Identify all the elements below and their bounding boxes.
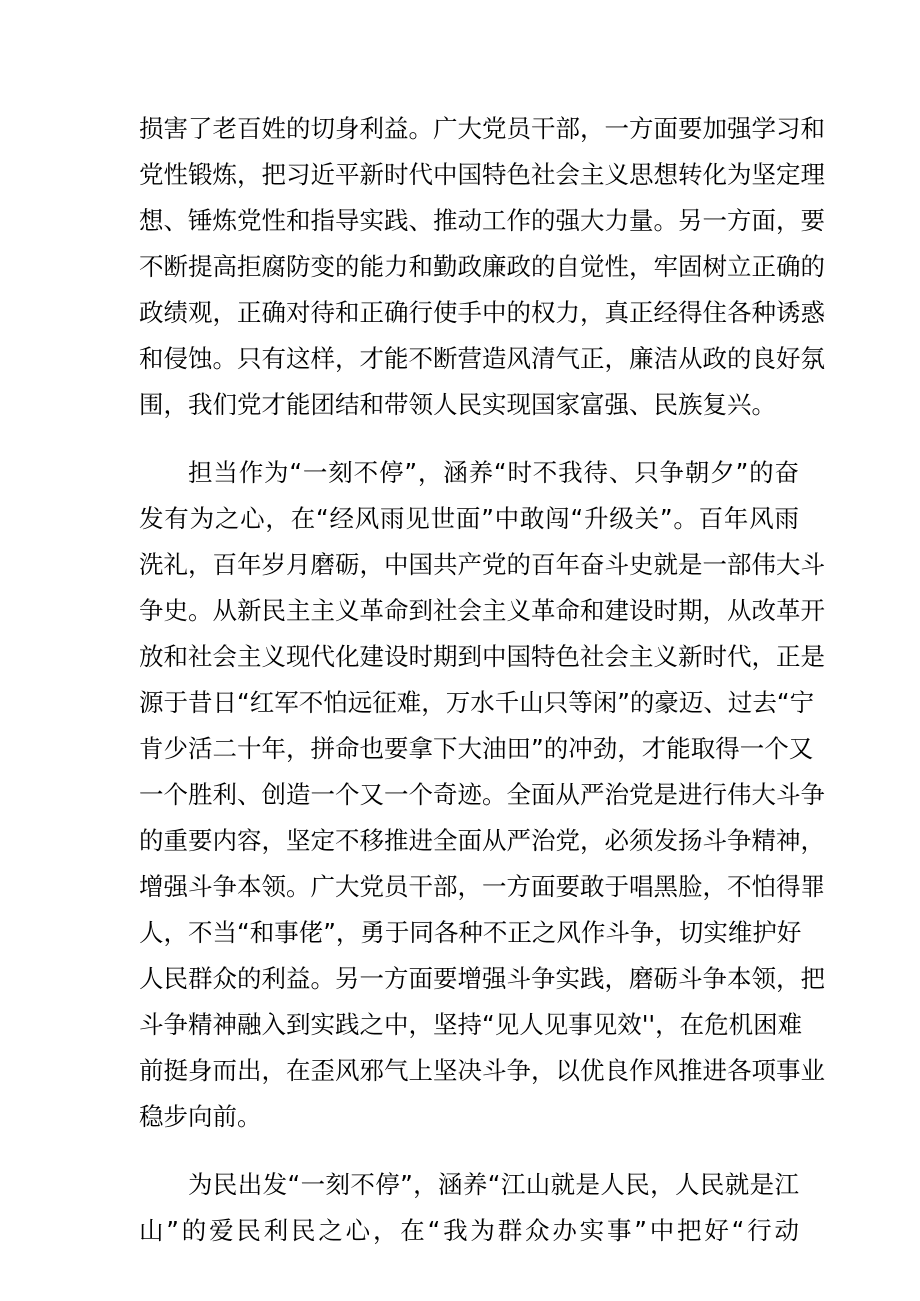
text-line: 一个胜利、创造一个又一个奇迹。全面从严治党是进行伟大斗争	[139, 780, 825, 809]
text-line: 争史。从新民主主义革命到社会主义革命和建设时期，从改革开	[139, 596, 825, 625]
paragraph-first-line: 为民出发“一刻不停”，涵养“江山就是人民，人民就是江	[188, 1170, 799, 1199]
text-line: 党性锻炼，把习近平新时代中国特色社会主义思想转化为坚定理	[139, 160, 825, 189]
text-line: 斗争精神融入到实践之中，坚持“见人见事见效''，在危机困难	[139, 1010, 803, 1039]
text-line: 围，我们党才能团结和带领人民实现国家富强、民族复兴。	[139, 390, 776, 419]
text-line: 的重要内容，坚定不移推进全面从严治党，必须发扬斗争精神，	[139, 826, 825, 855]
text-line: 想、锤炼党性和指导实践、推动工作的强大力量。另一方面，要	[139, 206, 825, 235]
paragraph-first-line: 担当作为“一刻不停”，涵养“时不我待、只争朝夕”的奋	[188, 458, 799, 487]
text-line: 源于昔日“红军不怕远征难，万水千山只等闲”的豪迈、过去“宁	[139, 688, 815, 717]
text-line: 放和社会主义现代化建设时期到中国特色社会主义新时代，正是	[139, 642, 825, 671]
text-line: 和侵蚀。只有这样，才能不断营造风清气正，廉洁从政的良好氛	[139, 344, 825, 373]
text-line: 前挺身而出，在歪风邪气上坚决斗争，以优良作风推进各项事业	[139, 1056, 825, 1085]
text-line: 洗礼，百年岁月磨砺，中国共产党的百年奋斗史就是一部伟大斗	[139, 550, 825, 579]
text-line: 发有为之心，在“经风雨见世面”中敢闯“升级关”。百年风雨	[139, 504, 799, 533]
text-line: 稳步向前。	[139, 1102, 262, 1131]
text-line: 人，不当“和事佬”，勇于同各种不正之风作斗争，切实维护好	[139, 918, 802, 947]
text-line: 增强斗争本领。广大党员干部，一方面要敢于唱黑脸，不怕得罪	[139, 872, 825, 901]
text-line: 不断提高拒腐防变的能力和勤政廉政的自觉性，牢固树立正确的	[139, 252, 825, 281]
text-line: 肯少活二十年，拼命也要拿下大油田”的冲劲，才能取得一个又	[139, 734, 814, 763]
text-line: 山”的爱民利民之心，在“我为群众办实事”中把好“行动	[139, 1216, 799, 1245]
text-line: 政绩观，正确对待和正确行使手中的权力，真正经得住各种诱惑	[139, 298, 825, 327]
text-line: 损害了老百姓的切身利益。广大党员干部，一方面要加强学习和	[139, 114, 825, 143]
text-line: 人民群众的利益。另一方面要增强斗争实践，磨砺斗争本领，把	[139, 964, 825, 993]
